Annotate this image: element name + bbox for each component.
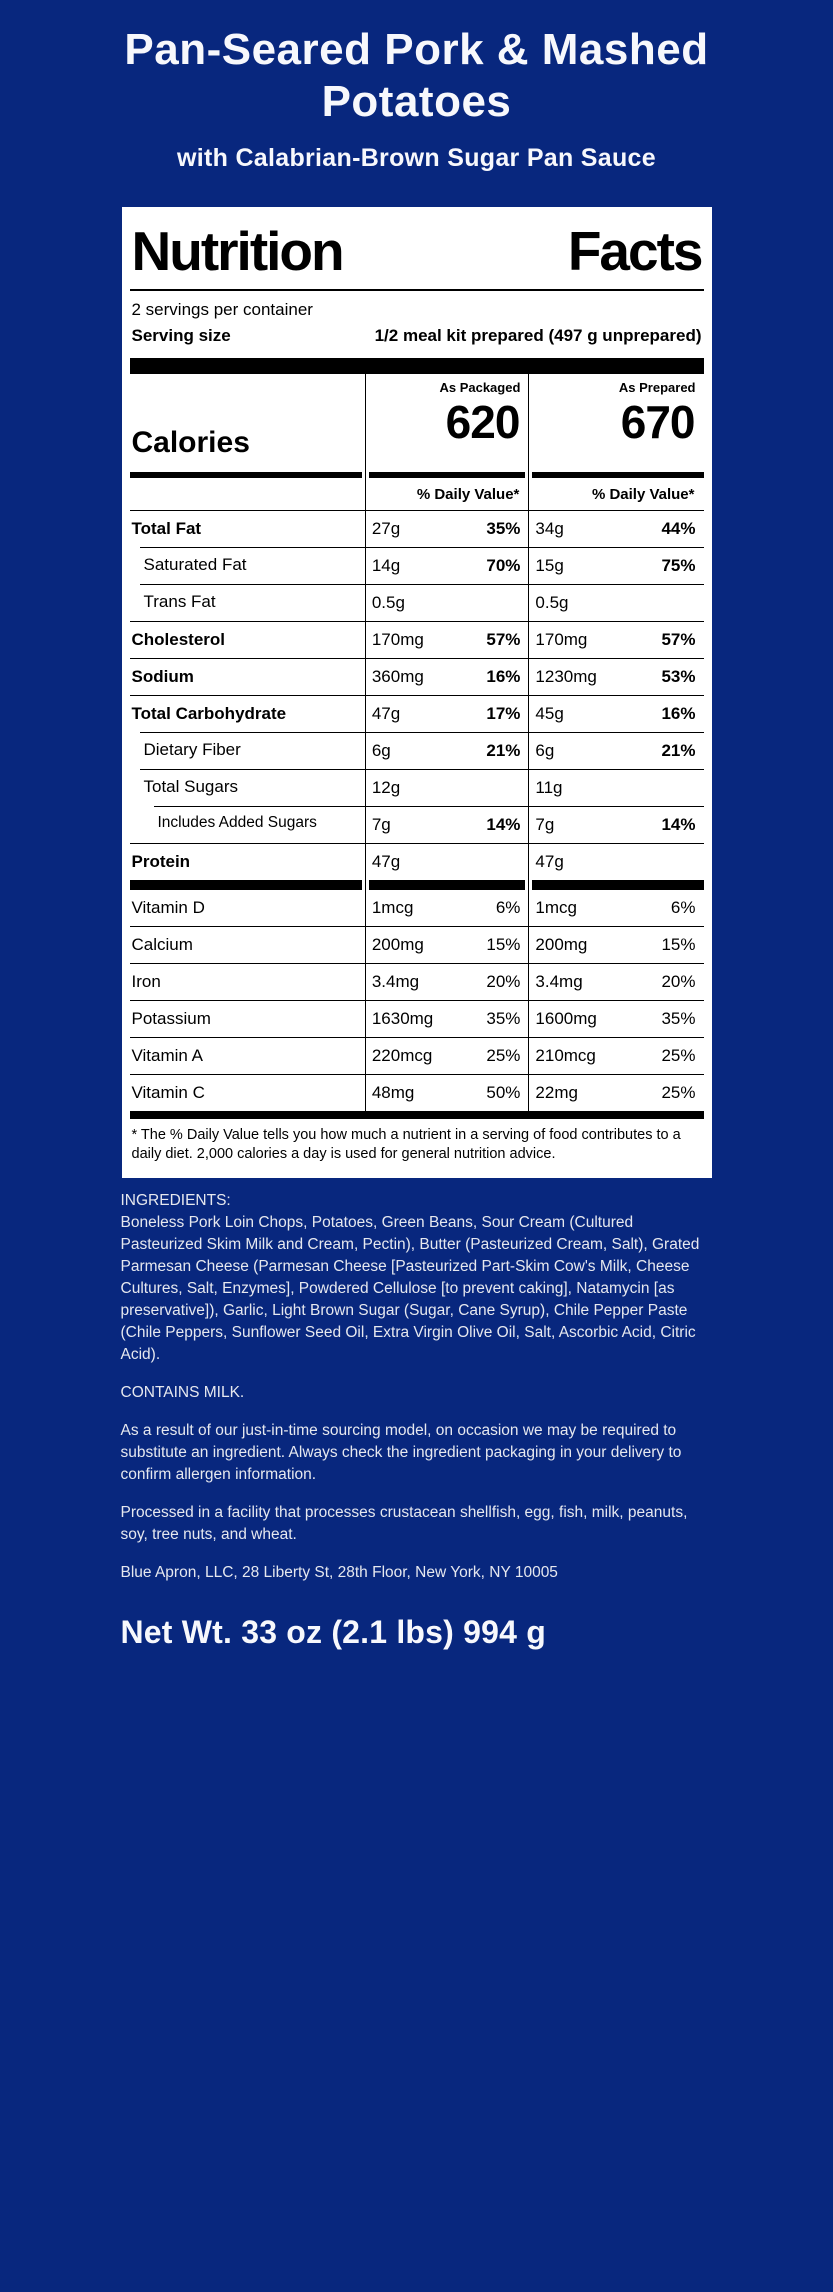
dv-packaged: 20%	[486, 971, 521, 991]
nutrient-label: Dietary Fiber	[130, 732, 365, 769]
dv-prepared: 16%	[661, 703, 696, 723]
amount-prepared: 7g	[535, 814, 555, 834]
amount-packaged: 6g	[371, 740, 391, 760]
amount-prepared: 47g	[535, 851, 564, 871]
amount-packaged: 14g	[371, 555, 401, 575]
dv-packaged: 57%	[486, 629, 521, 649]
amount-packaged: 47g	[371, 703, 401, 723]
nutrient-label: Saturated Fat	[130, 547, 365, 584]
nutrient-label: Vitamin D	[131, 897, 205, 917]
dv-packaged: 35%	[486, 1008, 521, 1028]
amount-prepared: 200mg	[535, 934, 588, 954]
dv-packaged: 16%	[486, 666, 521, 686]
amount-packaged: 0.5g	[371, 592, 405, 612]
table-row-added-sugars	[130, 806, 704, 843]
table-row-vitamin-d	[130, 890, 704, 926]
thick-divider-bar	[130, 358, 704, 374]
footnote-divider-bar	[130, 1111, 704, 1119]
as-prepared-header: As Prepared	[618, 379, 696, 395]
amount-prepared: 34g	[535, 518, 564, 538]
amount-prepared: 3.4mg	[535, 971, 583, 991]
dv-packaged: 25%	[486, 1045, 521, 1065]
amount-packaged: 360mg	[371, 666, 424, 686]
recipe-subtitle: with Calabrian-Brown Sugar Pan Sauce	[177, 143, 656, 172]
table-row-total-sugars	[130, 769, 704, 806]
table-row-calcium	[130, 926, 704, 963]
bar-segment	[365, 880, 529, 890]
amount-packaged: 48mg	[371, 1082, 415, 1102]
table-row-dietary-fiber	[130, 732, 704, 769]
daily-value-header-prepared: % Daily Value*	[528, 478, 703, 510]
amount-prepared: 170mg	[535, 629, 588, 649]
dv-packaged: 35%	[486, 518, 521, 538]
nutrient-label: Total Sugars	[130, 769, 365, 806]
calories-as-prepared	[528, 374, 703, 472]
nutrition-facts-title	[130, 212, 704, 291]
amount-packaged: 12g	[371, 777, 401, 797]
amount-packaged: 47g	[371, 851, 401, 871]
amount-packaged: 200mg	[371, 934, 424, 954]
calories-row	[130, 374, 704, 472]
table-row-protein	[130, 843, 704, 880]
nutrition-facts-panel	[122, 207, 712, 1178]
amount-prepared: 1230mg	[535, 666, 597, 686]
table-row-potassium	[130, 1000, 704, 1037]
dv-prepared: 21%	[661, 740, 696, 760]
amount-packaged: 1mcg	[371, 897, 414, 917]
amount-packaged: 27g	[371, 518, 401, 538]
amount-prepared: 11g	[535, 777, 563, 797]
dv-prepared: 20%	[661, 971, 696, 991]
header	[0, 0, 833, 173]
recipe-title-line2: Potatoes	[321, 76, 512, 126]
daily-value-header-row	[130, 478, 704, 510]
daily-value-footnote: * The % Daily Value tells you how much a nutrient in a serving of food contributes to a daily diet. 2,000 calories a day is used for general nutrition advice.	[131, 1126, 681, 1163]
nutrient-label: Total Carbohydrate	[130, 695, 365, 732]
label-info-text	[121, 1190, 713, 1584]
dv-prepared: 25%	[661, 1082, 696, 1102]
nutrition-facts-title-word2: Facts	[567, 219, 702, 282]
nutrient-label: Sodium	[130, 658, 365, 695]
dv-packaged: 21%	[486, 740, 521, 760]
dv-prepared: 75%	[661, 555, 696, 575]
dv-packaged: 14%	[486, 814, 521, 834]
table-row-cholesterol	[130, 621, 704, 658]
amount-prepared: 1mcg	[535, 897, 577, 917]
dv-prepared: 15%	[661, 934, 696, 954]
table-row-vitamin-c	[130, 1074, 704, 1111]
dv-prepared: 6%	[670, 897, 696, 917]
dv-packaged: 15%	[486, 934, 521, 954]
table-row-trans-fat	[130, 584, 704, 621]
serving-size-row	[130, 322, 704, 358]
nutrient-label: Vitamin A	[130, 1037, 365, 1074]
facility-note: Processed in a facility that processes crustacean shellfish, egg, fish, milk, peanuts, soy, tree nuts, and wheat.	[120, 1503, 688, 1543]
nutrient-label: Iron	[130, 963, 365, 1000]
table-row-saturated-fat	[130, 547, 704, 584]
dv-prepared: 14%	[661, 814, 696, 834]
nutrient-label: Cholesterol	[130, 621, 365, 658]
calories-label: Calories	[131, 425, 250, 459]
allergen-statement: CONTAINS MILK.	[120, 1383, 245, 1401]
amount-prepared: 22mg	[535, 1082, 578, 1102]
amount-packaged: 7g	[371, 814, 391, 834]
recipe-title	[0, 24, 833, 128]
bar-segment	[528, 880, 703, 890]
amount-prepared: 1600mg	[535, 1008, 597, 1028]
nutrient-label: Includes Added Sugars	[130, 806, 365, 843]
as-packaged-header: As Packaged	[439, 379, 521, 395]
ingredients-list: Boneless Pork Loin Chops, Potatoes, Green Beans, Sour Cream (Cultured Pasteurized Skim Milk and Cream, Pectin), Butter (Pasteurized Cream, Salt), Grated Parmesan Cheese (Parmesan Cheese [Pasteurized Part-Skim Cow's Milk, Cheese Cultures, Salt, Enzymes], Powdered Cellulose [to prevent caking], Natamycin [as preservative]), Garlic, Light Brown Sugar (Sugar, Cane Syrup), Chile Pepper Paste (Chile Peppers, Sunflower Seed Oil, Extra Virgin Olive Oil, Salt, Ascorbic Acid, Citric Acid).	[120, 1213, 700, 1363]
amount-prepared: 0.5g	[535, 592, 569, 612]
calories-prepared-value: 670	[620, 395, 695, 448]
dv-prepared: 44%	[661, 518, 696, 538]
nutrient-label: Total Fat	[130, 510, 365, 547]
table-row-vitamin-a	[130, 1037, 704, 1074]
daily-value-header-packaged: % Daily Value*	[365, 478, 529, 510]
bar-segment	[130, 880, 365, 890]
dv-packaged: 70%	[486, 555, 521, 575]
nutrient-label: Vitamin C	[130, 1074, 365, 1111]
ingredients-heading: INGREDIENTS:	[120, 1191, 231, 1209]
servings-per-container: 2 servings per container	[131, 299, 313, 319]
nutrient-label: Protein	[130, 843, 365, 880]
amount-prepared: 15g	[535, 555, 564, 575]
dv-prepared: 57%	[661, 629, 696, 649]
amount-prepared: 6g	[535, 740, 555, 760]
table-row-iron	[130, 963, 704, 1000]
serving-size-label: Serving size	[131, 325, 231, 345]
amount-prepared: 210mcg	[535, 1045, 596, 1065]
amount-packaged: 3.4mg	[371, 971, 420, 991]
nutrient-label: Trans Fat	[130, 584, 365, 621]
calories-packaged-value: 620	[445, 395, 520, 448]
nutrient-label: Potassium	[130, 1000, 365, 1037]
dv-packaged: 17%	[486, 703, 521, 723]
amount-packaged: 170mg	[371, 629, 424, 649]
company-address: Blue Apron, LLC, 28 Liberty St, 28th Floor, New York, NY 10005	[120, 1563, 558, 1581]
table-row-total-carbohydrate	[130, 695, 704, 732]
sourcing-note: As a result of our just-in-time sourcing model, on occasion we may be required to substitute an ingredient. Always check the ingredient packaging in your delivery to confirm allergen information.	[120, 1421, 682, 1483]
dv-prepared: 25%	[661, 1045, 696, 1065]
nutrition-facts-title-word1: Nutrition	[131, 219, 343, 282]
table-row-total-fat	[130, 510, 704, 547]
table-row-sodium	[130, 658, 704, 695]
amount-prepared: 45g	[535, 703, 564, 723]
dv-packaged: 50%	[486, 1082, 521, 1102]
daily-value-spacer	[130, 478, 365, 510]
net-weight: Net Wt. 33 oz (2.1 lbs) 994 g	[120, 1613, 546, 1650]
recipe-title-line1: Pan-Seared Pork & Mashed	[124, 25, 709, 74]
dv-prepared: 53%	[661, 666, 696, 686]
dv-packaged: 6%	[495, 897, 521, 917]
amount-packaged: 1630mg	[371, 1008, 434, 1028]
dv-prepared: 35%	[661, 1008, 696, 1028]
thick-divider-bar-segmented	[130, 880, 704, 890]
amount-packaged: 220mcg	[371, 1045, 433, 1065]
serving-size-value: 1/2 meal kit prepared (497 g unprepared)	[374, 325, 702, 345]
calories-as-packaged	[365, 374, 529, 472]
nutrient-label: Calcium	[130, 926, 365, 963]
